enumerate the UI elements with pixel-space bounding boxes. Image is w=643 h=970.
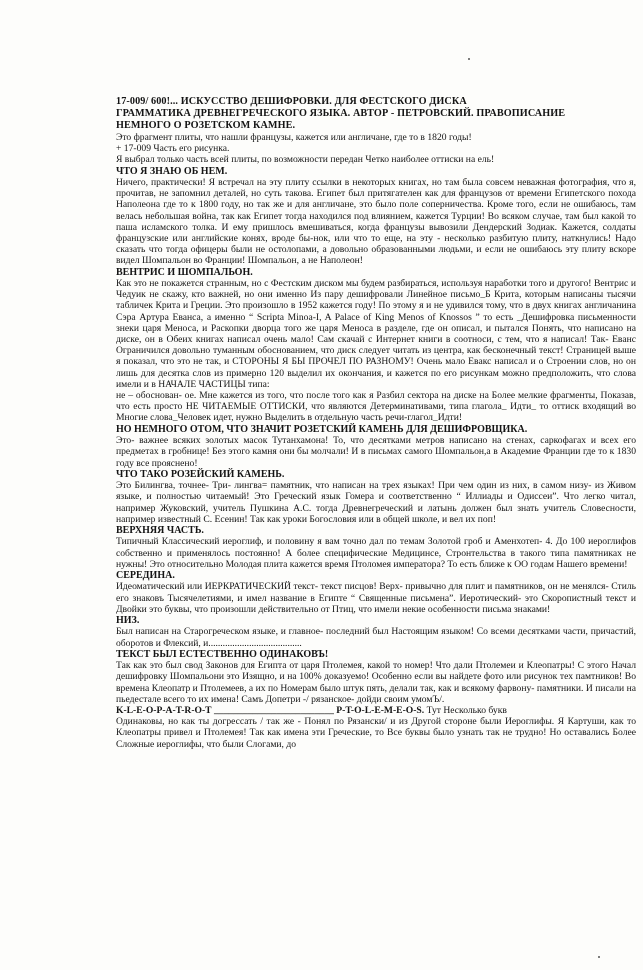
- doc-subtitle-2: НЕМНОГО О РОЗЕТСКОМ КАМНЕ.: [116, 120, 296, 131]
- section-body: Одинаковы, но как ты догрессать / так же - Понял по Рязански/ и из Другой стороне были Иероглифы. Я Картуши, как то Клеопатры привел и Птолемея! Так как имена эти Греческие, то Все буквы было узнать так не трудно! Но оставались Более Сложные иероглифы, что были Слогами, до: [116, 716, 636, 750]
- section-body: Идеоматический или ИЕРКРАТИЧЕСКИЙ текст- текст писцов! Верх- привычно для плит и памятников, он не менялся- Стиль его знаковъ Тысячелетиями, и имел название в Египте “ Священные письмена”. Иеротический- это Скоропистный текст и Двойки это буквы, что произошли действительно от Птиц, что имели некие особенности письма знаками!: [116, 581, 636, 615]
- intro-line-2: + 17-009 Часть его рисунка.: [116, 143, 230, 155]
- document-body: [116, 96, 636, 750]
- section-body: не – обоснован- ое. Мне кажется из того, что после того как я Разбил сектора на диске на Более мелкие фрагменты, Показав, что есть просто НЕ ЧИТАЕМЫЕ ОТТИСКИ, что являются Детерминативами, типа глагола_ Идти_ то оттиск входящий во Многие слова_Человек идет, нужно Выделить в отдельную часть речи-глагол_Идти!: [116, 390, 636, 424]
- cleopatra-spelling: K-L-E-O-P-A-T-R-O-T: [116, 704, 212, 716]
- section-body: Это- важнее всяких золотых масок Тутанхамона! То, что десятками метров написано на стенах, саркофагах и всех его предметах в гробнице! Без этого камня они бы молчали! И в письмах самого Шомпальон,а в Академие Франции где то к 1830 году все прояснено!: [116, 435, 636, 469]
- intro-line-1: Это фрагмент плиты, что нашли французы, кажется или англичане, где то в 1820 годы!: [116, 132, 472, 143]
- section-heading: ТЕКСТ БЫЛ ЕСТЕСТВЕННО ОДИНАКОВЪ!: [116, 648, 329, 660]
- section-body: Ничего, практически! Я встречал на эту плиту ссылки в некоторых книгах, но там была совсем неважная фотография, что я, прочитав, не запомнил деталей, но суть такова. Египет был притягателен как для французов от времени Египетского похода Наполеона где то к 1800 году, но так же и для англичане, это было поле соперничества. Кроме того, если не ошибаюсь, там велась небольшая война, так как Египет тогда находился под влиянием, кажется Турции! Во всяком случае, там был какой то паша исламского толка. И ему пришлось вмешиваться, когда французы вывозили Дендерский Зодиак. Кажется, солдаты французские или английские конях, вроде бы-нок, или что то еще, на эту - несколько разбитую плиту, наткнулись! Надо сказать что тогда офицеры были не остолопами, а довольно образованными людьми, и если не ошибаюсь эту плиту вскоре видел Шомпальон во Франции! Шомпальон, а не Наполеон!: [116, 177, 636, 267]
- section-body: Был написан на Старогреческом языке, и главное- последний был Настоящим языком! Со всеми десятками части, причастий, оборотов и Флексий, и.......................................: [116, 626, 636, 649]
- section-body: Как это не покажется странным, но с Фестским диском мы будем разбираться, используя наработки того и другого! Вентрис и Чедуик не скажу, кто важней, но они именно Из пару дешифровали Линейное письмо_Б Крита, которым написаны тысячи табличек Крита и Греции. Это произошло в 1952 кажется году! По этому я и не удивился тому, что в двух книгах англичанина Сэра Артура Еванса, а именно “ Scripta Minoa-I, A Palace of King Menos of Knossos ” то есть _Дешифровка письменности знеки царя Меноса, и Раскопки дворца того же царя Меноса в разделе, где он описал, и пытался Понять, что написано на диске, он в Обеих книгах написал очень мало! Сам скачай с Интернет книги в соотноси, с тем, что я написал! Так- Еванс Ограничился довольно туманным обоснованием, что диск следует читать из центра, как бесконечный текст! Страницей выше я показал, что это не так, и СТОРОНЫ Я БЫ ПРОЧЕЛ ПО РАЗНОМУ! Очень мало Евакс написал и о Строении слов, но он лишь для десятка слов из примерно 120 выделил их окончания, и кажется по его рисункам можно предположить, что слова имели и в НАЧАЛЕ ЧАСТИЦЫ типа:: [116, 278, 636, 390]
- spelling-note: Тут Несколько букв: [426, 704, 507, 716]
- section-heading: ЧТО Я ЗНАЮ ОБ НЕМ.: [116, 165, 228, 177]
- section-heading: ЧТО ТАКО РОЗЕЙСКИЙ КАМЕНЬ.: [116, 468, 285, 480]
- section-heading: СЕРЕДИНА.: [116, 569, 175, 581]
- section-heading: ВЕРХНЯЯ ЧАСТЬ.: [116, 524, 204, 536]
- intro-line-3: Я выбрал только часть всей плиты, по возможности передан Четко наиболее оттиски на ель!: [116, 154, 495, 166]
- section-heading: ВЕНТРИС И ШОМПАЛЬОН.: [116, 266, 253, 278]
- section-body: Так как это был свод Законов для Египта от царя Птолемея, какой то номер! Что дали Птолемеи и Клеопатры! С этого Начал дешифровку Шомпальони это Изящно, и на 100% доказуемо! Особенно если вы найдете фото или рисунок тех памтников! Во времена Клеопатр и Птолемеев, а их по Номерам было штук пять, делали так, как и всякому фарвону- памятники. И писали на пьедестале всего то их имена! Самъ Допетри -/ рязанское- дойди своим умомЪ/.: [116, 660, 636, 705]
- scan-speck: [468, 58, 470, 60]
- section-body: Это Билингва, точнее- Три- лингва= памятник, что написан на трех языках! При чем один из них, в самом низу- из Живом языке, и полностью читаемый! Это Греческий язык Гомера и соответственно “ Иллиады и Одиссеи”. Что легко читал, например Жуковский, учитель Пушкина А.С. тогда Древнегреческий и латынь должен был знать учитель Словесности, например известный С. Есенин! Так как уроки Богословия или в общей школе, и вел их поп!: [116, 480, 636, 525]
- ptolemy-spelling: _________________________ P-T-O-L-E-M-E-O-S.: [213, 704, 425, 716]
- doc-subtitle: ГРАММАТИКА ДРЕВНЕГРЕЧЕСКОГО ЯЗЫКА. АВТОР - ПЕТРОВСКИЙ. ПРАВОПИСАНИЕ: [116, 108, 566, 119]
- section-heading: НО НЕМНОГО ОТОМ, ЧТО ЗНАЧИТ РОЗЕТСКИЙ КАМЕНЬ ДЛЯ ДЕШИФРОВЩИКА.: [116, 423, 528, 435]
- name-spelling-line: [116, 705, 636, 716]
- scan-speck: [598, 956, 600, 958]
- doc-title: 17-009/ 600!... ИСКУССТВО ДЕШИФРОВКИ. ДЛЯ ФЕСТСКОГО ДИСКА: [116, 96, 467, 107]
- section-heading: НИЗ.: [116, 614, 140, 626]
- section-body: Типичный Классический иероглиф, и половину я вам точно дал по темам Золотой гроб и Аменхотеп- 4. До 100 иероглифов собственно и применялось постоянно! А более специфические Медицинсе, Стронтельства в такого типа памятниках не нужны! Это относительно Молодая плита кажется время Птоломея императора? То есть ближе к ОО годам Нашего времени!: [116, 536, 636, 570]
